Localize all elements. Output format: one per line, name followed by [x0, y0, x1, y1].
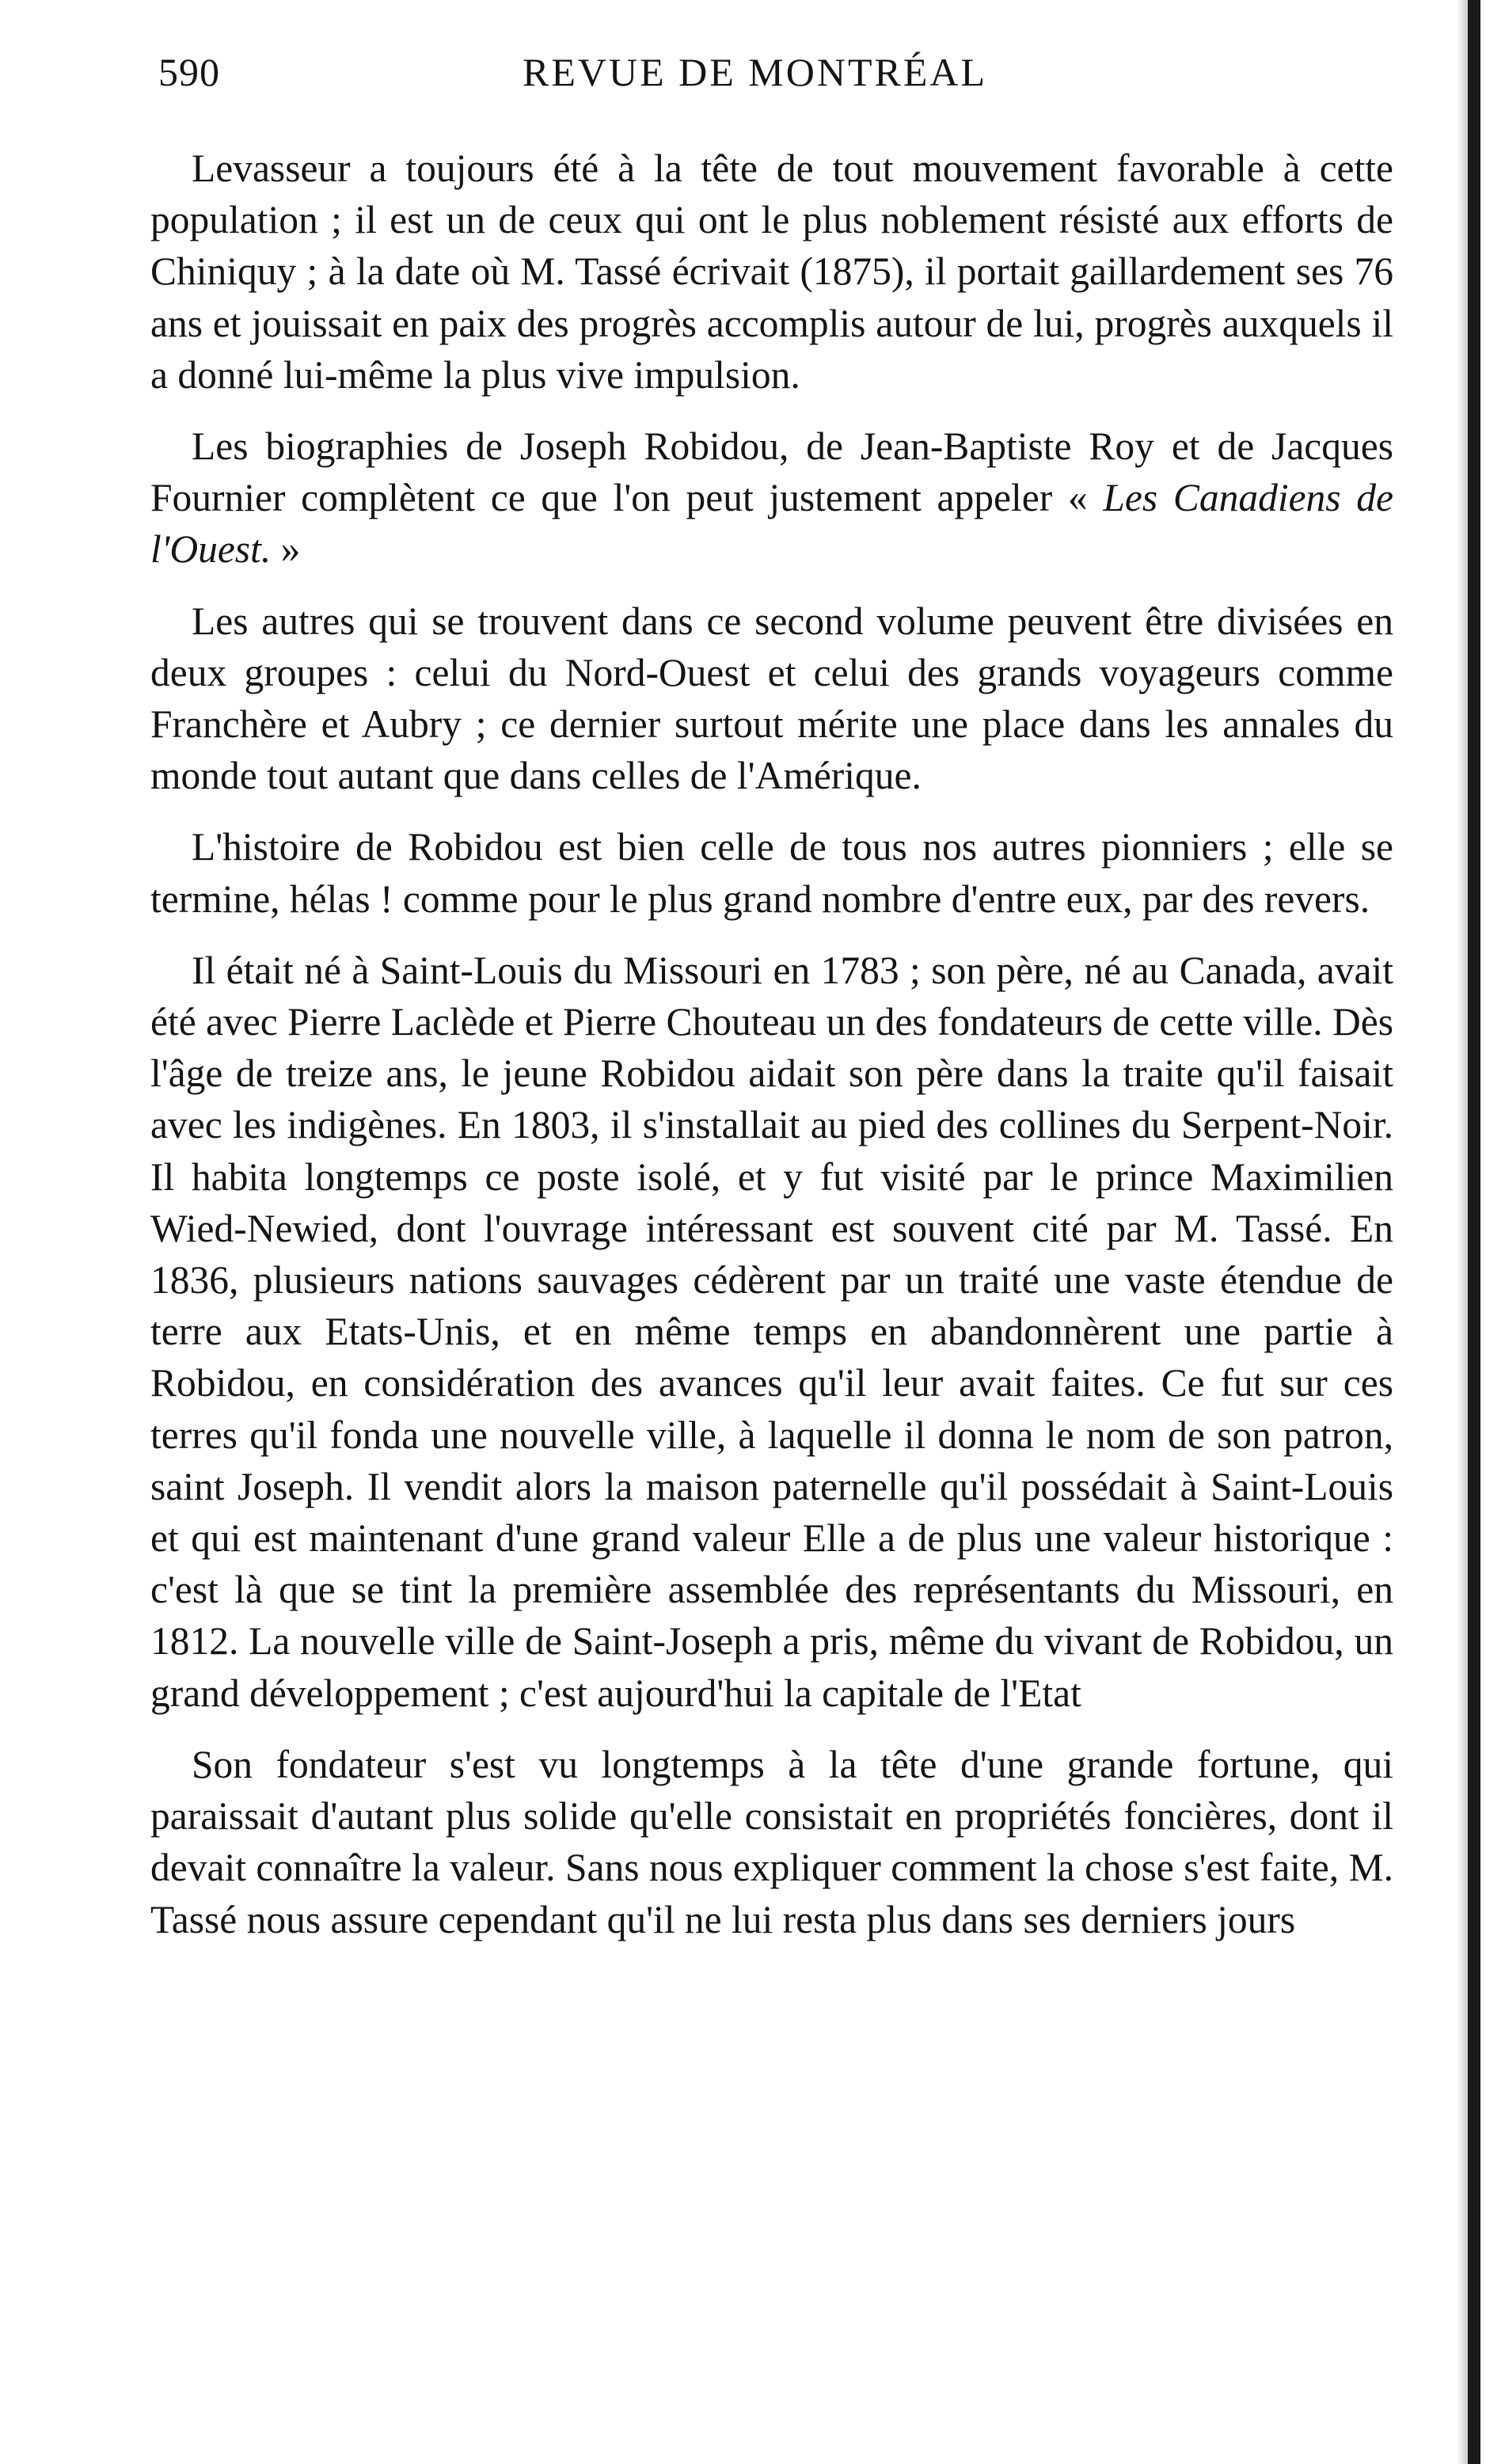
paragraph-fondateur: Son fondateur s'est vu longtemps à la tête d'une grande fortune, qui paraissait d'autant plus solide qu'elle consistait en propriétés foncières, dont il devait connaître la valeur. Sans nous expliquer comment la chose s'est faite, M. Tassé nous assure cependant qu'il ne lui resta plus dans ses derniers jours: [150, 1742, 1393, 1941]
paragraph-biographies: [150, 420, 1393, 576]
paragraph-histoire: L'histoire de Robidou est bien celle de tous nos autres pionniers ; elle se termine, hélas ! comme pour le plus grand nombre d'entre eux, par des revers.: [150, 825, 1393, 921]
paragraph-groupes: Les autres qui se trouvent dans ce second volume peuvent être divisées en deux groupes : celui du Nord-Ouest et celui des grands voyageurs comme Franchère et Aubry ; ce dernier surtout mérite une place dans les annales du monde tout autant que dans celles de l'Amérique.: [150, 599, 1393, 798]
page-binding-edge: [1468, 0, 1480, 2464]
paragraph-text: »: [271, 527, 301, 572]
page-header: [158, 49, 1401, 112]
page-edge-shadow: [1457, 0, 1468, 2464]
running-title: REVUE DE MONTRÉAL: [523, 50, 988, 94]
paragraph-naissance: Il était né à Saint-Louis du Missouri en 1783 ; son père, né au Canada, avait été avec Pierre Laclède et Pierre Chouteau un des fondateurs de cette ville. Dès l'âge de treize ans, le jeune Robidou aidait son père dans la traite qu'il faisait avec les indigènes. En 1803, il s'installait au pied des collines du Serpent-Noir. Il habita longtemps ce poste isolé, et y fut visité par le prince Maximilien Wied-Newied, dont l'ouvrage intéressant est souvent cité par M. Tassé. En 1836, plusieurs nations sauvages cédèrent par un traité une vaste étendue de terre aux Etats-Unis, et en même temps en abandonnèrent une partie à Robidou, en considération des avances qu'il leur avait faites. Ce fut sur ces terres qu'il fonda une nouvelle ville, à laquelle il donna le nom de son patron, saint Joseph. Il vendit alors la maison paternelle qu'il possédait à Saint-Louis et qui est maintenant d'une grand valeur Elle a de plus une valeur historique : c'est là que se tint la première assemblée des représentants du Missouri, en 1812. La nouvelle ville de Saint-Joseph a pris, même du vivant de Robidou, un grand développement ; c'est aujourd'hui la capitale de l'Etat: [150, 948, 1393, 1715]
italic-title: Les Canadiens de l'Ouest.: [150, 476, 1393, 572]
page-body: [150, 143, 1393, 1965]
paragraph-levasseur: Levasseur a toujours été à la tête de tout mouvement favorable à cette population ; il est un de ceux qui ont le plus noblement résisté aux efforts de Chiniquy ; à la date où M. Tassé écrivait (1875), il portait gaillardement ses 76 ans et jouissait en paix des progrès accomplis autour de lui, progrès auxquels il a donné lui-même la plus vive impulsion.: [150, 146, 1393, 397]
page-number: 590: [158, 50, 220, 94]
paragraph-text: Les biographies de Joseph Robidou, de Jean-Baptiste Roy et de Jacques Fournier complètent ce que l'on peut justement appeler «: [150, 424, 1393, 520]
